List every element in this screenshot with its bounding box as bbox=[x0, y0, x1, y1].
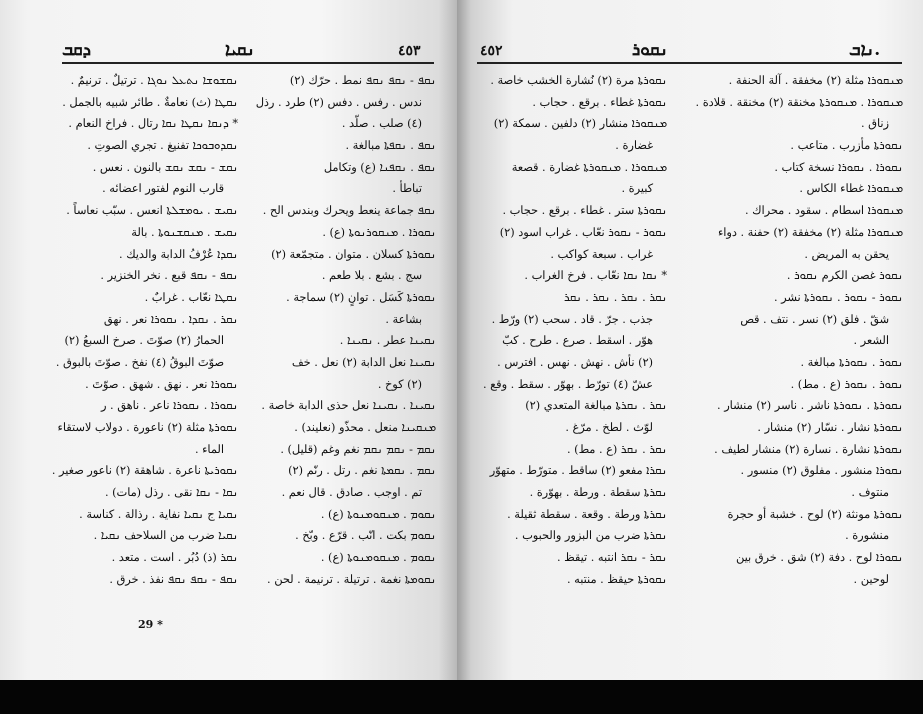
entry-line: ܡܢܩܘܪܐ منشار (٢) دلفين . سمكة (٢) bbox=[493, 117, 667, 131]
entry-line: ܢܩܐ - ܢܩܐ نقى . رذل (مات) . bbox=[104, 486, 238, 500]
entry-line: ܢܩܘܪܬܐ كَسَل . توانٍ (٢) سماجة . bbox=[286, 290, 436, 304]
entry-line: ܢܩܪ (ذ) دُبُر . است . متعد . bbox=[111, 551, 238, 565]
entry-line: ܢܩܝܫ . ܡܢܩܫܢܘܬܐ . بالة bbox=[131, 225, 238, 239]
entry-line: ܢܩܫ - ܢܩܫ ܢܩܫ بالنون . نعس . bbox=[92, 160, 238, 174]
entry-line: زناق . bbox=[861, 117, 889, 131]
entry-line: ܢܩܘܪܬܐ غطاء . برقع . حجاب . bbox=[532, 95, 667, 109]
entry-line: ܢܩܪ . ܢܩܪܬܐ مبالغة المتعدي (٢) bbox=[525, 399, 667, 413]
entry-line: ܢܩܘܪܬܐ مرة (٢) نُشارة الخشب خاصة . bbox=[490, 74, 667, 87]
entry-line: ܢܩܦ . ܢܩܦܢܐ (ع) وتكامل bbox=[323, 160, 436, 174]
right-page bbox=[457, 0, 923, 680]
entry-line: ܢܩܝܐ ج ܢܩܝܐ نفاية . رذالة . كناسة . bbox=[79, 507, 238, 521]
entry-line: ܢܩܝܫ . ܝܘܡܫܠܬܐ انعس . سبّب نعاساً . bbox=[66, 204, 238, 218]
page-number: ٤٥٣ bbox=[398, 43, 421, 59]
running-head-left-word: ܕܩܒ bbox=[62, 40, 92, 60]
entry-line: صوّتَ البوقُ (٤) نفخ . صوّتَ بالبوق . bbox=[55, 355, 224, 369]
entry-line: غراب . سبعة كواكب . bbox=[550, 247, 653, 261]
entry-line: ܢܩܘܪܐ . ܢܩܘܪܐ ناعر . ناهق . ر bbox=[100, 399, 238, 413]
entry-line: ܢܩܘܡ . ܡܢܩܘܡܢܘܬܐ (ع) . bbox=[320, 507, 436, 521]
entry-line: ܢܩܘܡ بكت . انّب . قرّع . وبّخ . bbox=[295, 529, 436, 543]
entry-line: ندس . رفس . دفس (٢) طرد . رذل bbox=[255, 95, 422, 109]
entry-line: يحقن به المريض . bbox=[804, 247, 889, 261]
entry-line: كبيرة . bbox=[621, 182, 653, 196]
entry-line: ܢܩܦ . ܢܩܦܬܐ مبالغة . bbox=[345, 139, 436, 153]
page-number: ٤٥٢ bbox=[480, 43, 503, 59]
entry-line: الشعر . bbox=[853, 334, 889, 348]
entry-line: ܢܩܘܪ - ܢܩܘܪ نعّاب . غراب اسود (٢) bbox=[499, 225, 667, 239]
entry-line: منشورة . bbox=[845, 529, 889, 543]
entry-line: سج . بشع . بلا طعم . bbox=[321, 269, 422, 283]
entry-line: ܢܩܪܬܐ ضرب من البزور والحبوب . bbox=[514, 529, 667, 543]
entry-line: شقّ . فلق (٢) نسر . نتف . قص bbox=[740, 312, 889, 326]
entry-line: ܢܩܘܪܐ . ܡܢܩܘܪܢܘܬܐ (ع) . bbox=[322, 225, 436, 239]
entry-line: ܡܢܩܘܪܐ مثلة (٢) مخفقة (٢) حفنة . دواء bbox=[717, 225, 903, 239]
entry-line: هوّر . اسقط . صرع . طرح . كبّ bbox=[502, 334, 653, 348]
entry-line: ܢܩܘܪ - ܢܩܘܪ . ܢܩܘܪܬܐ نشر . bbox=[773, 290, 903, 304]
entry-line: ܢܩܪ - ܢܩܪ انتبه . تيقظ . bbox=[556, 551, 667, 565]
entry-line: ܢܩܘܪ . ܢܩܘܪܬܐ مبالغة . bbox=[800, 355, 903, 369]
entry-line: ܢܩܘܪܝܬܐ ناعرة . شاهقة (٢) ناعور صغير . bbox=[51, 464, 238, 478]
entry-line: ܢܩܦ - ܢܩܦ ܢܩܦ نمط . حرّك (٢) bbox=[289, 74, 436, 87]
entry-line: ܡܢܩܘܪܐ غطاء الكاس . bbox=[799, 182, 903, 196]
entry-line: ܡܢܩܘܪܐ اسطام . سقود . محراك . bbox=[744, 204, 903, 218]
entry-line: ܢܩܘܪܐ منشور . مفلوق (٢) منسور . bbox=[740, 464, 903, 478]
entry-line: عشّ (٤) تورّط . بهوّر . سقط . وقع . bbox=[482, 377, 653, 391]
entry-line: * ܢܩܐ ܢܩܐ نعّاب . فرخ الغراب . bbox=[524, 269, 667, 283]
entry-line: ܢܩܘܪܬܐ مثلة (٢) ناعورة . دولاب لاستقاء bbox=[57, 421, 238, 434]
entry-line: ܢܩܘܡܬܐ نغمة . ترتيلة . ترنيمة . لحن . bbox=[267, 572, 436, 586]
entry-line: ܢܩܘܪܬܐ . ܢܩܘܪܬܐ ناشر . ناسر (٢) منشار . bbox=[717, 399, 903, 413]
entry-line: ܢܩܛܐ (ث) نعامةٌ . طائر شبيه بالجمل . bbox=[62, 95, 238, 109]
entry-line: ܢܩܦ - ܢܩܦ ܢܩܦ نفذ . خرق . bbox=[109, 572, 238, 586]
entry-line: ܢܩܘܪܬܐ نشارة . نسارة (٢) منشار لطيف . bbox=[714, 442, 903, 456]
entry-line: ܢܩܕܐ عُرْفُ الدابة والديك . bbox=[119, 247, 238, 261]
entry-line: ܢܩܪܐ مفعو (٢) ساقط . متورّط . متهوّر bbox=[489, 464, 667, 478]
entry-line: ܡܢܩܘܪܐ . ܡܢܩܘܪܬܐ غضارة . قصعة bbox=[511, 160, 667, 174]
entry-line: ܢܩܦ جماعة ينعط ويحرك وبندس الح . bbox=[262, 204, 436, 218]
entry-line: ܢܩܘܪܬܐ مأزرب . متاعب . bbox=[790, 139, 903, 153]
entry-line: ܢܩܪ . ܢܩܪ . ܢܩܪ . ܢܩܪ bbox=[564, 290, 667, 304]
entry-line: ܢܩܘܪܬܐ كسلان . متوان . متجمّعة (٢) bbox=[271, 247, 436, 261]
entry-line: الحمارُ (٢) صوّتَ . صرخ السبعُ (٢) bbox=[64, 334, 224, 348]
header-rule bbox=[62, 62, 434, 64]
entry-line: ܢܩܘܪ . ܢܩܘܪ (ع . مط) . bbox=[790, 377, 903, 391]
entry-line: (٢) كوخ . bbox=[377, 377, 422, 391]
entry-line: ܢܩܘܪܬܐ حيقظ . منتبه . bbox=[567, 572, 667, 586]
entry-line: ܢܩܝܢܐ نعل الدابة (٢) نعل . خف bbox=[291, 355, 436, 369]
scanner-bottom-shadow bbox=[0, 680, 923, 714]
entry-line: (٢) نأش . نهش . نهس . افترس . bbox=[497, 355, 653, 369]
running-head-center-word: ܢܩܝܐ bbox=[225, 40, 255, 60]
entry-line: ܢܩܡ - ܢܩܡ ܢܩܡ نغم وغم (قليل) . bbox=[280, 442, 436, 456]
entry-line: ܢܩܘܪܐ . ܢܩܘܪܐ نسخة كتاب . bbox=[774, 160, 903, 174]
entry-line: ܢܩܪܬܐ سقطة . ورطة . بهوّرة . bbox=[529, 486, 667, 500]
entry-line: ܢܩܘܪܐ لوح . دفة (٢) شق . خرق بين bbox=[736, 551, 903, 565]
entry-line: منتوف . bbox=[851, 486, 889, 500]
entry-line: ܢܩܫܘܫܐ ܢܬܥܠ ܢܘܓܐ . ترتيلٌ . ترنيمٌ . bbox=[70, 74, 238, 87]
entry-line: ܡܢܩܘܪܐ مثلة (٢) مخفقة . آلة الحنفة . bbox=[728, 74, 903, 87]
entry-line: قارب النوم لفتور اعضائه . bbox=[102, 182, 224, 196]
entry-line: * ܕܢܩܐ ܢܩܛܐ ܢܩܐ رتال . فراخ النعام . bbox=[68, 117, 238, 131]
right-page-column-left bbox=[473, 70, 667, 591]
entry-line: تم . اوجب . صادق . قال نعم . bbox=[281, 486, 422, 500]
left-page-column-left bbox=[51, 70, 238, 591]
entry-line: ܢܩܘܡ . ܡܢܩܘܡܢܘܬܐ (ع) . bbox=[320, 551, 436, 565]
entry-line: ܢܩܕܘܒܘܟܐ تفنيغ . تجري الصوتِ . bbox=[87, 139, 238, 153]
header-rule bbox=[477, 62, 902, 64]
entry-line: ܢܩܘܪܬܐ مونثة (٢) لوح . خشبة أو حجرة bbox=[727, 507, 903, 521]
entry-line: ܢܩܝܐ ضرب من السلاحف ܢܩܝܐ . bbox=[93, 529, 238, 543]
entry-line: لوّث . لطخ . مرّغ . bbox=[565, 421, 653, 434]
entry-line: ܢܩܦ - ܢܩܦ قبع . نخر الخنزير . bbox=[100, 269, 238, 283]
entry-line: ܢܩܝܢܐ عطر . ܢܩܝܢܐ . bbox=[339, 334, 436, 348]
running-head-right-word: ܢܐܒ. bbox=[849, 40, 881, 60]
entry-line: ܢܩܪ . ܢܩܕܐ . ܢܩܘܪܐ نعر . نهق bbox=[103, 312, 238, 326]
entry-line: غضارة . bbox=[615, 139, 653, 153]
entry-line: (٤) صلب . صلّد . bbox=[341, 117, 422, 131]
entry-line: ܢܩܪ . ܢܩܪ (ع . مط) . bbox=[567, 442, 667, 456]
entry-line: بشاعة . bbox=[385, 312, 422, 326]
running-head-center-word: ܢܩܘܪ bbox=[632, 40, 668, 60]
entry-line: تباطأ . bbox=[392, 182, 422, 196]
entry-line: ܢܩܝܢܐ . ܢܩܝܢܐ نعل حذى الدابة خاصة . bbox=[261, 399, 436, 413]
entry-line: ܡܢܩܘܪܐ . ܡܢܩܘܪܬܐ مخنقة (٢) مخنقة . قلادة . bbox=[695, 95, 903, 109]
entry-line: ܢܩܘܪ غصن الكرم ܢܩܘܪ . bbox=[786, 269, 903, 283]
entry-line: ܢܩܪܬܐ ورطة . وقعة . سقطة ثقيلة . bbox=[507, 507, 667, 521]
right-page-column-right bbox=[675, 70, 903, 591]
left-page-column-right bbox=[246, 70, 436, 591]
entry-line: ܢܩܘܪܐ نعر . نهق . شهق . صوّتَ . bbox=[85, 377, 238, 391]
entry-line: ܢܩܘܪܬܐ نشار . نسّار (٢) منشار . bbox=[757, 421, 903, 434]
entry-line: ܡܢܩܝܢܐ منعل . محذّو (نعليند) . bbox=[294, 421, 436, 434]
entry-line: الماء . bbox=[194, 442, 224, 456]
entry-line: ܢܩܘܪܬܐ ستر . غطاء . برقع . حجاب . bbox=[502, 204, 667, 218]
entry-line: ܢܩܡ . ܢܩܡܬܐ نغم . رتل . رنّم (٢) bbox=[288, 464, 436, 478]
page-footer-signature: 29 * bbox=[138, 618, 163, 631]
left-page bbox=[0, 0, 457, 680]
entry-line: ܢܩܛܐ نعّاب . غرابٌ . bbox=[144, 290, 238, 304]
entry-line: جذب . جرّ . قاد . سحب (٢) ورّط . bbox=[491, 312, 653, 326]
entry-line: لوحين . bbox=[853, 572, 889, 586]
